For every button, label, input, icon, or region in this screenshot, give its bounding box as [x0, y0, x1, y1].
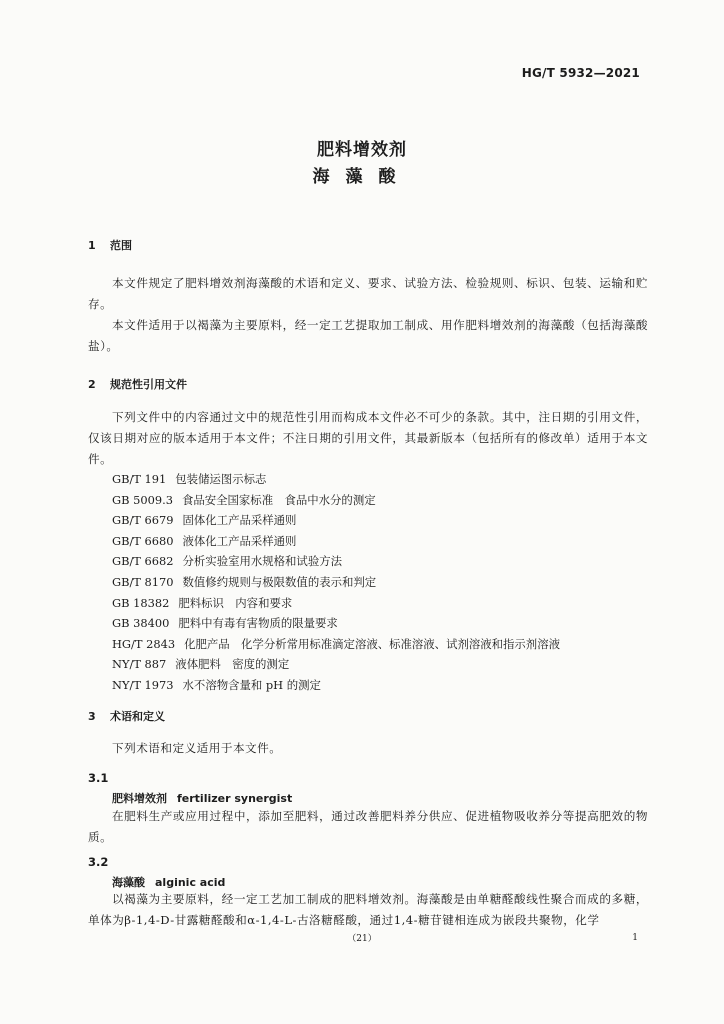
reference-item	[112, 634, 560, 655]
reference-code: NY/T 1973	[112, 677, 174, 692]
reference-code: NY/T 887	[112, 657, 167, 672]
term-english: fertilizer synergist	[177, 792, 293, 805]
term-3-1	[112, 790, 292, 806]
reference-code: GB/T 6679	[112, 513, 174, 528]
page-number: 1	[632, 933, 638, 943]
reference-item	[112, 593, 560, 614]
reference-title: 固体化工产品采样通则	[182, 513, 297, 528]
section-1-paragraph-2: 本文件适用于以褐藻为主要原料，经一定工艺提取加工制成、用作肥料增效剂的海藻酸（包括海藻酸盐）。	[88, 318, 648, 353]
section-2-heading	[88, 376, 187, 392]
section-title: 范围	[110, 239, 132, 252]
reference-item	[112, 531, 560, 552]
reference-code: GB/T 6680	[112, 533, 174, 548]
reference-item	[112, 490, 560, 511]
reference-code: HG/T 2843	[112, 636, 176, 651]
term-chinese: 海藻酸	[112, 876, 145, 889]
term-3-1-definition: 在肥料生产或应用过程中，添加至肥料，通过改善肥料养分供应、促进植物吸收养分等提高肥效的物质。	[88, 809, 648, 844]
section-3-paragraph-1: 下列术语和定义适用于本文件。	[112, 741, 282, 755]
reference-item	[112, 654, 560, 675]
reference-item	[112, 675, 560, 696]
reference-title: 包装储运图示标志	[175, 472, 267, 486]
reference-code: GB/T 8170	[112, 574, 174, 589]
reference-title: 液体化工产品采样通则	[182, 533, 297, 548]
clause-3-1-number: 3.1	[88, 771, 109, 785]
reference-item	[112, 613, 560, 634]
reference-title: 分析实验室用水规格和试验方法	[182, 554, 342, 569]
document-subtitle: 海藻酸	[312, 167, 412, 187]
section-title: 术语和定义	[110, 710, 165, 723]
normative-references-list	[112, 469, 560, 696]
standard-code: HG/T 5932—2021	[521, 66, 640, 80]
term-chinese: 肥料增效剂	[112, 792, 167, 805]
reference-title: 肥料标识 内容和要求	[178, 595, 293, 610]
term-3-2	[112, 874, 225, 890]
term-english: alginic acid	[155, 876, 226, 889]
footer-page-marker: （21）	[347, 934, 377, 944]
reference-title: 水不溶物含量和 pH 的测定	[182, 677, 321, 692]
section-1-paragraph-1: 本文件规定了肥料增效剂海藻酸的术语和定义、要求、试验方法、检验规则、标识、包装、运输和贮存。	[88, 276, 648, 311]
reference-item	[112, 572, 560, 593]
reference-item	[112, 510, 560, 531]
section-number: 1	[88, 239, 96, 252]
reference-title: 液体肥料 密度的测定	[175, 657, 290, 672]
section-title: 规范性引用文件	[110, 378, 187, 391]
reference-item	[112, 551, 560, 572]
section-number: 2	[88, 378, 96, 391]
reference-code: GB/T 6682	[112, 554, 174, 569]
reference-code: GB 5009.3	[112, 492, 173, 507]
reference-item	[112, 469, 560, 490]
reference-title: 肥料中有毒有害物质的限量要求	[178, 616, 338, 631]
section-3-heading	[88, 708, 165, 724]
reference-title: 数值修约规则与极限数值的表示和判定	[182, 574, 377, 589]
reference-code: GB 38400	[112, 616, 170, 631]
reference-code: GB/T 191	[112, 472, 167, 486]
section-1-heading	[88, 237, 132, 253]
reference-title: 食品安全国家标准 食品中水分的测定	[181, 492, 376, 507]
document-title: 肥料增效剂	[317, 140, 407, 160]
section-number: 3	[88, 710, 96, 723]
section-2-paragraph-1: 下列文件中的内容通过文中的规范性引用而构成本文件必不可少的条款。其中，注日期的引用文件，仅该日期对应的版本适用于本文件；不注日期的引用文件，其最新版本（包括所有的修改单）适用于本文件。	[88, 410, 648, 466]
reference-code: GB 18382	[112, 595, 170, 610]
term-3-2-definition: 以褐藻为主要原料，经一定工艺加工制成的肥料增效剂。海藻酸是由单糖醛酸线性聚合而成的多糖，单体为β-1,4-D-甘露糖醛酸和α-1,4-L-古洛糖醛酸，通过1,4-糖苷键相连成为嵌段共聚物，化学	[88, 892, 648, 927]
reference-title: 化肥产品 化学分析常用标准滴定溶液、标准溶液、试剂溶液和指示剂溶液	[184, 636, 560, 651]
clause-3-2-number: 3.2	[88, 855, 109, 869]
